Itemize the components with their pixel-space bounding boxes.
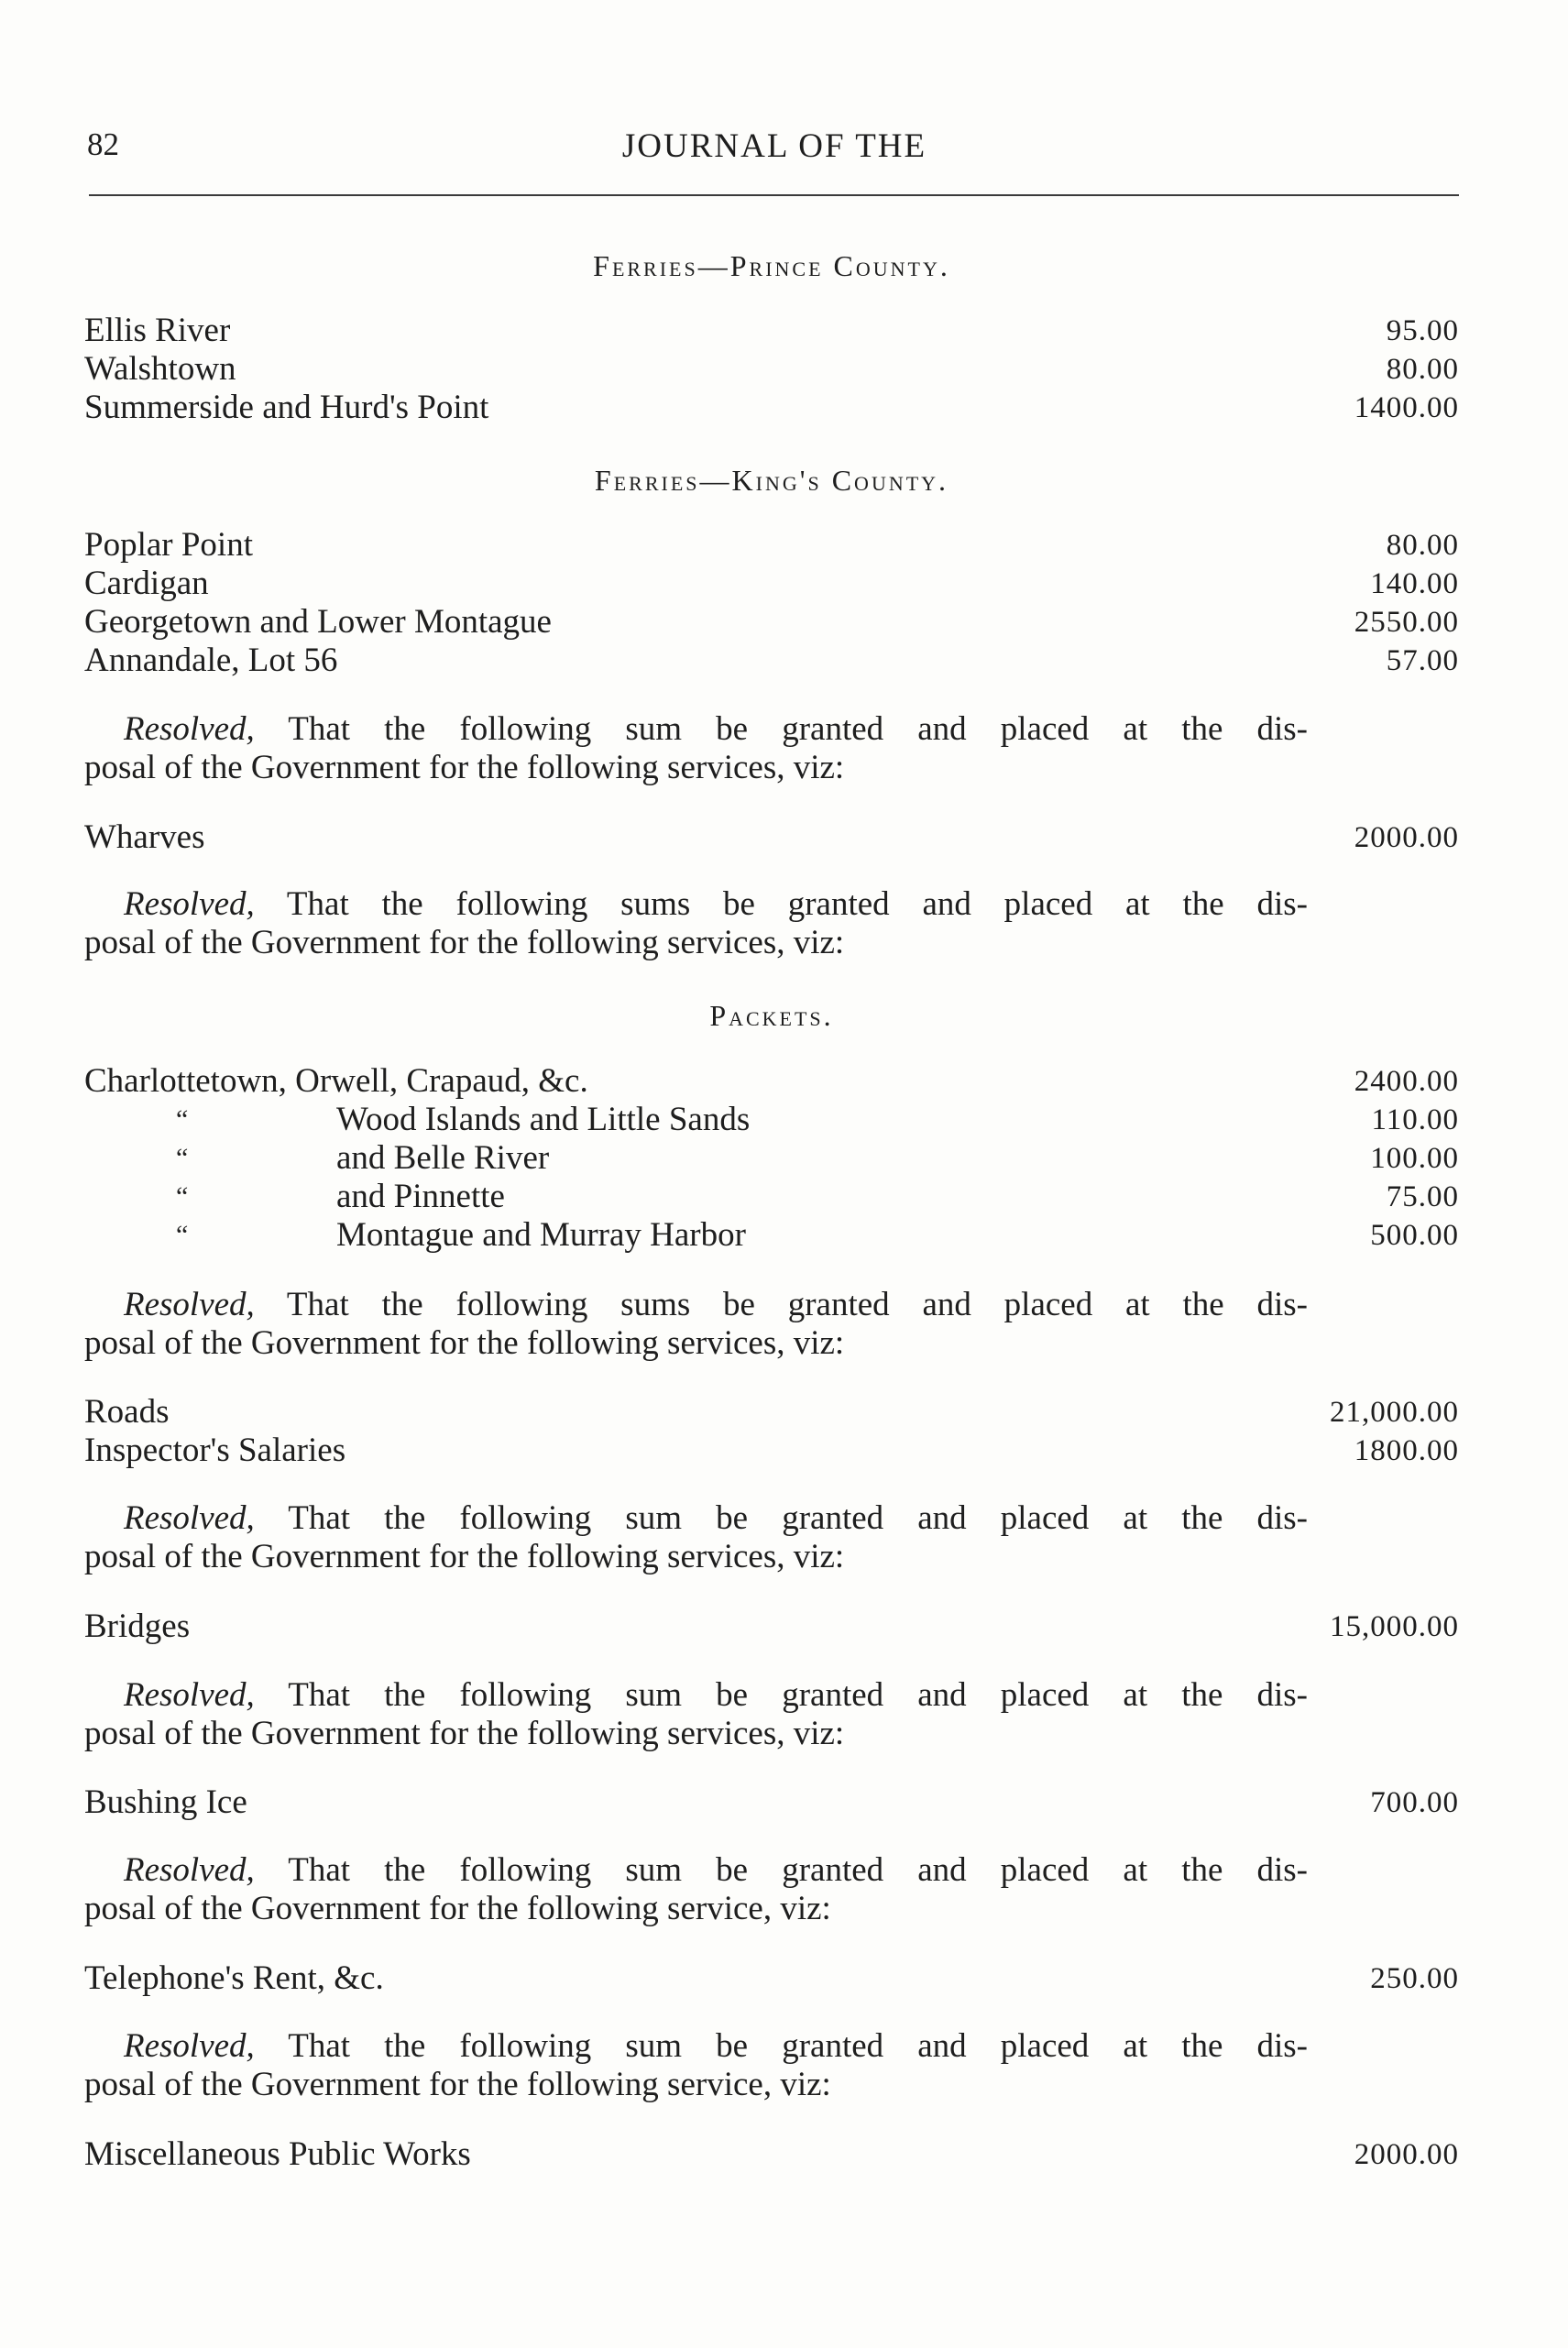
item-label: Annandale, Lot 56 <box>84 642 338 679</box>
item-amount: 21,000.00 <box>1330 1396 1459 1429</box>
resolution-text: That the following sum be granted and placed at the dis- <box>288 1499 1308 1537</box>
ferries-prince-list <box>84 312 1459 427</box>
item-amount: 1400.00 <box>1354 391 1459 424</box>
ditto-mark: “ <box>176 1220 189 1250</box>
item-label: Inspector's Salaries <box>84 1432 346 1469</box>
list-item <box>84 1432 1459 1470</box>
item-amount: 700.00 <box>1370 1786 1459 1819</box>
list-item <box>84 1139 1459 1178</box>
resolved-word: Resolved, <box>124 1286 255 1323</box>
resolution-paragraph <box>84 2027 1308 2104</box>
list-item <box>84 603 1459 642</box>
item-amount: 80.00 <box>1386 529 1459 562</box>
resolution-text: That the following sums be granted and placed at the dis- <box>286 885 1308 923</box>
list-item <box>84 1783 1459 1822</box>
resolved-word: Resolved, <box>124 885 255 923</box>
resolution-text-continued: posal of the Government for the following services, viz: <box>84 924 845 961</box>
item-label: Poplar Point <box>84 526 253 564</box>
list-item <box>84 389 1459 427</box>
packets-list <box>84 1062 1459 1255</box>
resolution-text-continued: posal of the Government for the following services, viz: <box>84 1538 845 1575</box>
resolution-text-continued: posal of the Government for the following service, viz: <box>84 1890 831 1927</box>
resolution-text-continued: posal of the Government for the following service, viz: <box>84 2066 831 2103</box>
list-item <box>84 1178 1459 1216</box>
resolution-text: That the following sum be granted and placed at the dis- <box>288 1851 1308 1889</box>
list-item <box>84 565 1459 603</box>
item-amount: 80.00 <box>1386 353 1459 386</box>
resolution-paragraph <box>84 885 1308 962</box>
item-label: Miscellaneous Public Works <box>84 2135 471 2173</box>
item-amount: 100.00 <box>1370 1142 1459 1175</box>
ferries-kings-section <box>84 457 1459 503</box>
wharves-grant <box>84 818 1459 857</box>
section-heading: Ferries—King's County. <box>594 464 949 497</box>
item-label: Summerside and Hurd's Point <box>84 389 489 426</box>
section-heading: Packets. <box>709 999 834 1032</box>
item-label: Wharves <box>84 818 205 856</box>
item-label: Bushing Ice <box>84 1783 247 1821</box>
resolved-word: Resolved, <box>124 1676 255 1714</box>
item-label: Roads <box>84 1393 170 1431</box>
resolution-paragraph <box>84 710 1308 787</box>
item-amount: 110.00 <box>1371 1103 1459 1136</box>
item-label: and Belle River <box>336 1139 550 1177</box>
ditto-mark: “ <box>176 1181 189 1212</box>
resolved-word: Resolved, <box>124 1851 255 1889</box>
item-amount: 75.00 <box>1386 1180 1459 1213</box>
resolution-paragraph <box>84 1676 1308 1753</box>
item-amount: 140.00 <box>1370 567 1459 600</box>
section-heading: Ferries—Prince County. <box>593 249 950 282</box>
ferries-kings-list <box>84 526 1459 680</box>
resolution-text-continued: posal of the Government for the following services, viz: <box>84 1715 845 1752</box>
ditto-mark: “ <box>176 1143 189 1173</box>
header-rule <box>89 194 1459 196</box>
list-item <box>84 1959 1459 1998</box>
list-item <box>84 1062 1459 1101</box>
list-item <box>84 1216 1459 1255</box>
list-item <box>84 312 1459 350</box>
item-amount: 2550.00 <box>1354 606 1459 639</box>
resolved-word: Resolved, <box>124 1499 255 1537</box>
bridges-grant <box>84 1607 1459 1646</box>
resolution-text: That the following sum be granted and placed at the dis- <box>288 710 1308 748</box>
telephone-grant <box>84 1959 1459 1998</box>
item-amount: 57.00 <box>1386 644 1459 677</box>
resolved-word: Resolved, <box>124 710 255 748</box>
item-label: Walshtown <box>84 350 236 388</box>
list-item <box>84 818 1459 857</box>
list-item <box>84 526 1459 565</box>
item-amount: 95.00 <box>1386 314 1459 347</box>
item-amount: 2000.00 <box>1354 821 1459 854</box>
resolution-text-continued: posal of the Government for the following services, viz: <box>84 1324 845 1362</box>
resolved-word: Resolved, <box>124 2027 255 2065</box>
resolution-paragraph <box>84 1286 1308 1363</box>
ferries-prince-section <box>84 243 1459 289</box>
resolution-paragraph <box>84 1851 1308 1928</box>
item-amount: 250.00 <box>1370 1962 1459 1995</box>
roads-grants <box>84 1393 1459 1470</box>
list-item <box>84 1393 1459 1432</box>
resolution-text: That the following sum be granted and placed at the dis- <box>288 2027 1308 2065</box>
page-number: 82 <box>87 126 119 162</box>
item-amount: 15,000.00 <box>1330 1610 1459 1643</box>
list-item <box>84 2135 1459 2174</box>
ice-grant <box>84 1783 1459 1822</box>
list-item <box>84 1607 1459 1646</box>
resolution-text: That the following sum be granted and placed at the dis- <box>288 1676 1308 1714</box>
list-item <box>84 350 1459 389</box>
item-label: Cardigan <box>84 565 209 602</box>
item-amount: 2400.00 <box>1354 1065 1459 1098</box>
item-label: Bridges <box>84 1607 191 1645</box>
misc-grant <box>84 2135 1459 2174</box>
item-amount: 500.00 <box>1370 1219 1459 1252</box>
item-amount: 2000.00 <box>1354 2138 1459 2171</box>
list-item <box>84 1101 1459 1139</box>
item-label: Ellis River <box>84 312 231 349</box>
item-label: Charlottetown, Orwell, Crapaud, &c. <box>84 1062 588 1100</box>
list-item <box>84 642 1459 680</box>
item-amount: 1800.00 <box>1354 1434 1459 1467</box>
item-label: Georgetown and Lower Montague <box>84 603 552 641</box>
resolution-text-continued: posal of the Government for the following services, viz: <box>84 749 845 786</box>
ditto-mark: “ <box>176 1104 189 1135</box>
resolution-text: That the following sums be granted and placed at the dis- <box>286 1286 1308 1323</box>
resolution-paragraph <box>84 1499 1308 1576</box>
item-label: and Pinnette <box>336 1178 505 1215</box>
item-label: Wood Islands and Little Sands <box>336 1101 751 1138</box>
item-label: Montague and Murray Harbor <box>336 1216 746 1254</box>
packets-section <box>84 993 1459 1038</box>
item-label: Telephone's Rent, &c. <box>84 1959 384 1997</box>
running-title: JOURNAL OF THE <box>621 127 927 165</box>
page-header <box>87 126 1462 172</box>
